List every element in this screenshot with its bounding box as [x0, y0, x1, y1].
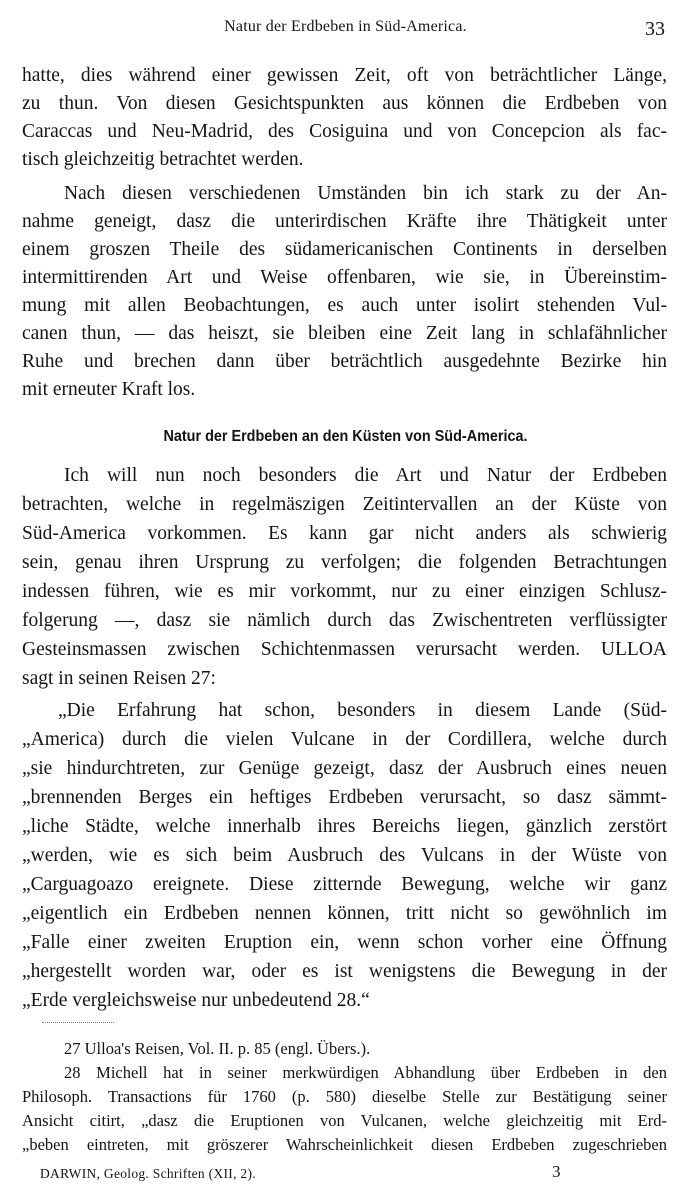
footnote-separator — [42, 1022, 114, 1023]
quote-line: „werden, wie es sich beim Ausbruch des Vulcans in der Wüste von — [22, 845, 667, 866]
quote-line: „Die Erfahrung hat schon, besonders in diesem Lande (Süd- — [58, 700, 667, 721]
footnote-28-line: Ansicht citirt, „dasz die Eruptionen von Vulcanen, welche gleichzeitig mit Erd- — [22, 1111, 667, 1130]
text-line: tisch gleichzeitig betrachtet werden. — [22, 149, 304, 170]
quote-line: „eigentlich ein Erdbeben nennen können, tritt nicht so gewöhnlich im — [22, 903, 667, 924]
text-line: sagt in seinen Reisen 27: — [22, 668, 216, 689]
quote-line: „Carguagoazo ereignete. Diese zitternde Bewegung, welche wir ganz — [22, 874, 667, 895]
footnote-28-line: „beben eintreten, mit gröszerer Wahrscheinlichkeit diesen Erdbeben zugeschrieben — [22, 1135, 667, 1154]
text-line: zu thun. Von diesen Gesichtspunkten aus können die Erdbeben von — [22, 93, 667, 114]
text-line: folgerung —, dasz sie nämlich durch das Zwischentreten verflüssigter — [22, 610, 667, 631]
text-line: sein, genau ihren Ursprung zu verfolgen; die folgenden Betrachtungen — [22, 552, 667, 573]
text-line: mung mit allen Beobachtungen, es auch unter isolirt stehenden Vul- — [22, 295, 667, 316]
footnote-28-line: Philosoph. Transactions für 1760 (p. 580) dieselbe Stelle zur Bestätigung seiner — [22, 1087, 667, 1106]
text-line: Caraccas und Neu-Madrid, des Cosiguina und von Concepcion als fac- — [22, 121, 667, 142]
quote-line: „liche Städte, welche innerhalb ihres Bereichs liegen, gänzlich zerstört — [22, 816, 667, 837]
sheet-number: 3 — [552, 1162, 561, 1181]
text-line: betrachten, welche in regelmäszigen Zeitintervallen an der Küste von — [22, 494, 667, 515]
text-line: intermittirenden Art und Weise offenbaren, wie sie, in Übereinstim- — [22, 267, 667, 288]
footnote-27: 27 Ulloa's Reisen, Vol. II. p. 85 (engl. Übers.). — [64, 1039, 371, 1058]
text-line: Gesteinsmassen zwischen Schichtenmassen verursacht werden. ULLOA — [22, 639, 667, 660]
text-line: Ich will nun noch besonders die Art und Natur der Erdbeben — [64, 465, 667, 486]
footnote-28-line: 28 Michell hat in seiner merkwürdigen Abhandlung über Erdbeben in den — [64, 1063, 667, 1082]
quote-line: „America) durch die vielen Vulcane in der Cordillera, welche durch — [22, 729, 667, 750]
text-line: Nach diesen verschiedenen Umständen bin ich stark zu der An- — [64, 183, 667, 204]
text-line: nahme geneigt, dasz die unterirdischen Kräfte ihre Thätigkeit unter — [22, 211, 667, 232]
quote-line: „brennenden Berges ein heftiges Erdbeben verursacht, so dasz sämmt- — [22, 787, 667, 808]
section-heading: Natur der Erdbeben an den Küsten von Süd-America. — [163, 428, 528, 445]
quote-line: „hergestellt worden war, oder es ist wenigstens die Bewegung in der — [22, 961, 667, 982]
page-number: 33 — [645, 18, 665, 40]
quote-line: „Falle einer zweiten Eruption ein, wenn schon vorher eine Öffnung — [22, 932, 667, 953]
quote-line: „Erde vergleichsweise nur unbedeutend 28.“ — [22, 990, 370, 1011]
running-head — [0, 18, 691, 48]
text-line: Ruhe und brechen dann über beträchtlich ausgedehnte Bezirke hin — [22, 351, 667, 372]
text-line: mit erneuter Kraft los. — [22, 379, 196, 400]
text-line: indessen führen, wie es mir vorkommt, nur zu einer einzigen Schlusz- — [22, 581, 667, 602]
text-line: canen thun, — das heiszt, sie bleiben eine Zeit lang in schlafähnlicher — [22, 323, 667, 344]
text-line: Süd-America vorkommen. Es kann gar nicht anders als schwierig — [22, 523, 667, 544]
running-title: Natur der Erdbeben in Süd-America. — [224, 18, 467, 35]
printer-signature: DARWIN, Geolog. Schriften (XII, 2). — [40, 1166, 256, 1181]
quote-line: „sie hindurchtreten, zur Genüge gezeigt, dasz der Ausbruch eines neuen — [22, 758, 667, 779]
text-line: hatte, dies während einer gewissen Zeit, oft von beträchtlicher Länge, — [22, 65, 667, 86]
text-line: einem groszen Theile des südamericanischen Continents in derselben — [22, 239, 667, 260]
